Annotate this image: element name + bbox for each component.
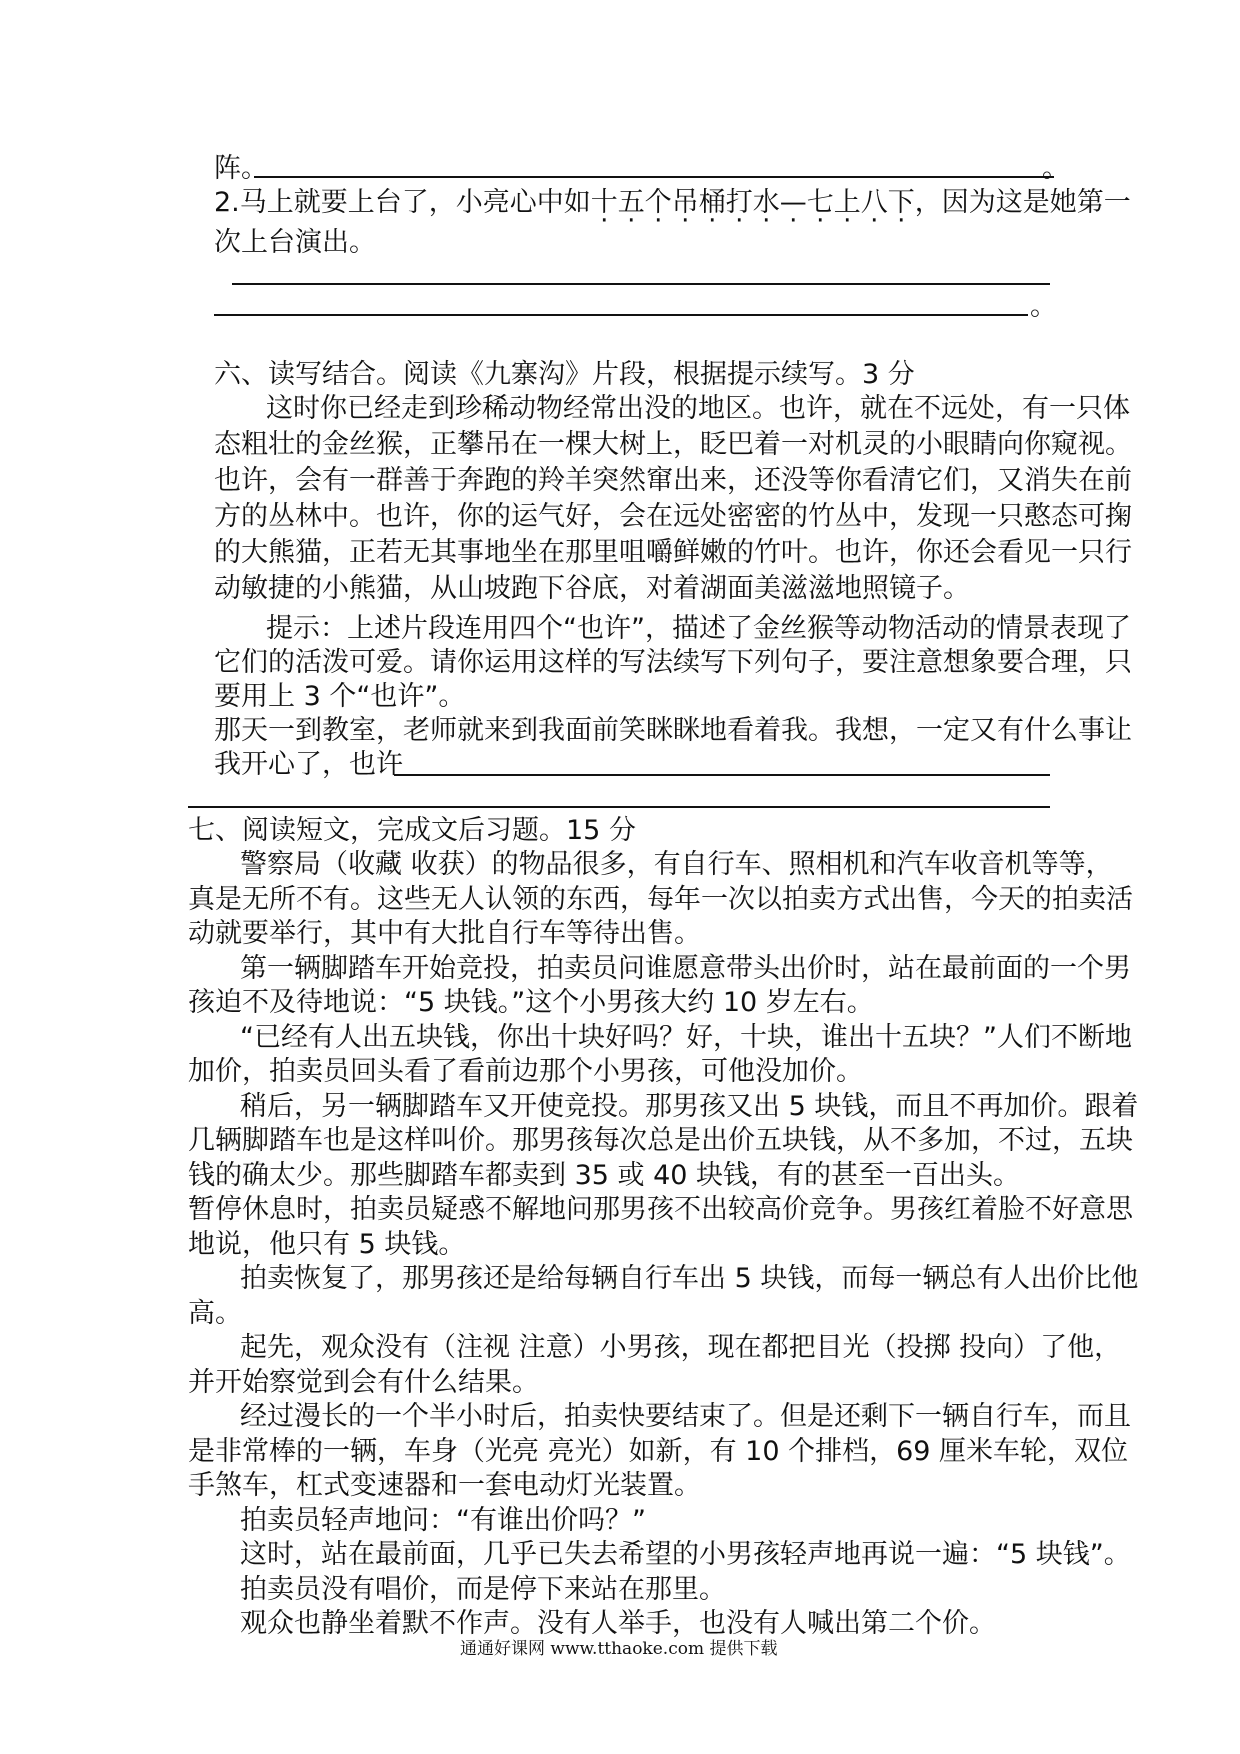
passage-line: 是非常棒的一辆，车身（光亮 亮光）如新，有 10 个排档，69 厘米车轮，双位 (188, 1435, 1129, 1467)
answer-line-5[interactable] (188, 806, 1050, 808)
dotted-char: 水 (752, 187, 780, 218)
dotted-char: 桶 (698, 187, 726, 218)
passage-line: 它们的活泼可爱。请你运用这样的写法续写下列句子，要注意想象要合理，只 (214, 647, 1132, 678)
section6-heading: 六、读写结合。阅读《九寨沟》片段，根据提示续写。3 分 (214, 359, 915, 390)
passage-line: 钱的确太少。那些脚踏车都卖到 35 或 40 块钱，有的甚至一百出头。 (188, 1159, 1021, 1191)
passage-line: 真是无所不有。这些无人认领的东西，每年一次以拍卖方式出售，今天的拍卖活 (188, 883, 1133, 915)
dotted-char: 个 (644, 187, 672, 218)
passage-line: 暂停休息时，拍卖员疑惑不解地问那男孩不出较高价竞争。男孩红着脸不好意思 (188, 1194, 1133, 1225)
passage-line: “已经有人出五块钱，你出十块好吗？好，十块，谁出十五块？”人们不断地 (240, 1021, 1132, 1053)
passage-line: 方的丛林中。也许，你的运气好，会在远处密密的竹丛中，发现一只憨态可掬 (214, 501, 1132, 532)
answer-line-3[interactable] (214, 314, 1028, 316)
item2-line1 (214, 186, 1131, 220)
section7-heading: 七、阅读短文，完成文后习题。15 分 (188, 815, 636, 846)
passage-line: 要用上 3 个“也许”。 (214, 681, 466, 712)
dotted-char: 十 (590, 187, 618, 218)
passage-line: 手煞车，杠式变速器和一套电动灯光装置。 (188, 1470, 701, 1501)
passage-line: 孩迫不及待地说：“5 块钱。”这个小男孩大约 10 岁左右。 (188, 987, 874, 1018)
passage-line: 动就要举行，其中有大批自行车等待出售。 (188, 918, 701, 949)
prompt-line-1: 那天一到教室，老师就来到我面前笑眯眯地看着我。我想，一定又有什么事让 (214, 715, 1132, 746)
passage-line: 态粗壮的金丝猴，正攀吊在一棵大树上，眨巴着一对机灵的小眼睛向你窥视。 (214, 429, 1132, 460)
item2-line2: 次上台演出。 (214, 227, 376, 258)
dotted-idiom (591, 187, 915, 218)
passage-line: 第一辆脚踏车开始竞投，拍卖员问谁愿意带头出价时，站在最前面的一个男 (240, 952, 1131, 984)
dotted-char: 打 (725, 187, 753, 218)
passage-line: 加价，拍卖员回头看了看前边那个小男孩，可他没加价。 (188, 1056, 863, 1087)
dotted-char: 五 (617, 187, 645, 218)
dotted-char: 下 (887, 187, 915, 218)
dotted-char: 上 (833, 187, 861, 218)
dotted-char: 吊 (671, 187, 699, 218)
passage-line: 的大熊猫，正若无其事地坐在那里咀嚼鲜嫩的竹叶。也许，你还会看见一只行 (214, 537, 1132, 568)
answer-line-1[interactable] (254, 176, 1054, 178)
passage-line: 动敏捷的小熊猫，从山坡跑下谷底，对着湖面美滋滋地照镜子。 (214, 573, 970, 604)
item2-line1-a: 2.马上就要上台了，小亮心中如 (214, 187, 591, 218)
item1-tail: 阵。 (214, 153, 268, 184)
passage-line: 观众也静坐着默不作声。没有人举手，也没有人喊出第二个价。 (240, 1608, 996, 1639)
passage-line: 提示：上述片段连用四个“也许”，描述了金丝猴等动物活动的情景表现了 (266, 613, 1131, 644)
item1-end: 。 (1042, 153, 1069, 184)
item2-line1-b: ，因为这是她第一 (914, 187, 1131, 218)
dotted-char: — · (780, 186, 807, 220)
passage-line: 警察局（收藏 收获）的物品很多，有自行车、照相机和汽车收音机等等， (240, 849, 1113, 880)
passage-line: 起先，观众没有（注视 注意）小男孩，现在都把目光（投掷 投向）了他， (240, 1332, 1122, 1363)
passage-line: 也许，会有一群善于奔跑的羚羊突然窜出来，还没等你看清它们，又消失在前 (214, 465, 1132, 496)
item2-end: 。 (1030, 291, 1057, 322)
passage-line: 稍后，另一辆脚踏车又开使竞投。那男孩又出 5 块钱，而且不再加价。跟着 (240, 1090, 1139, 1122)
passage-line: 几辆脚踏车也是这样叫价。那男孩每次总是出价五块钱，从不多加，不过，五块 (188, 1125, 1133, 1156)
passage-line: 并开始察觉到会有什么结果。 (188, 1366, 539, 1398)
passage-line: 这时，站在最前面，几乎已失去希望的小男孩轻声地再说一遍：“5 块钱”。 (240, 1539, 1131, 1570)
passage-line: 拍卖员轻声地问：“有谁出价吗？” (240, 1504, 646, 1536)
passage-line: 地说，他只有 5 块钱。 (188, 1228, 466, 1260)
footer-credit: 通通好课网 www.tthaoke.com 提供下载 (460, 1639, 778, 1659)
answer-line-4[interactable] (394, 774, 1050, 776)
dotted-char: 七 (806, 187, 834, 218)
prompt-line-2: 我开心了，也许 (214, 749, 403, 780)
dotted-char: 八 (860, 187, 888, 218)
answer-line-2[interactable] (232, 283, 1050, 285)
passage-line: 拍卖员没有唱价，而是停下来站在那里。 (240, 1573, 726, 1605)
passage-line: 这时你已经走到珍稀动物经常出没的地区。也许，就在不远处，有一只体 (266, 393, 1130, 424)
passage-line: 经过漫长的一个半小时后，拍卖快要结束了。但是还剩下一辆自行车，而且 (240, 1401, 1131, 1432)
passage-line: 拍卖恢复了，那男孩还是给每辆自行车出 5 块钱，而每一辆总有人出价比他 (240, 1263, 1139, 1294)
passage-line: 高。 (188, 1297, 242, 1329)
